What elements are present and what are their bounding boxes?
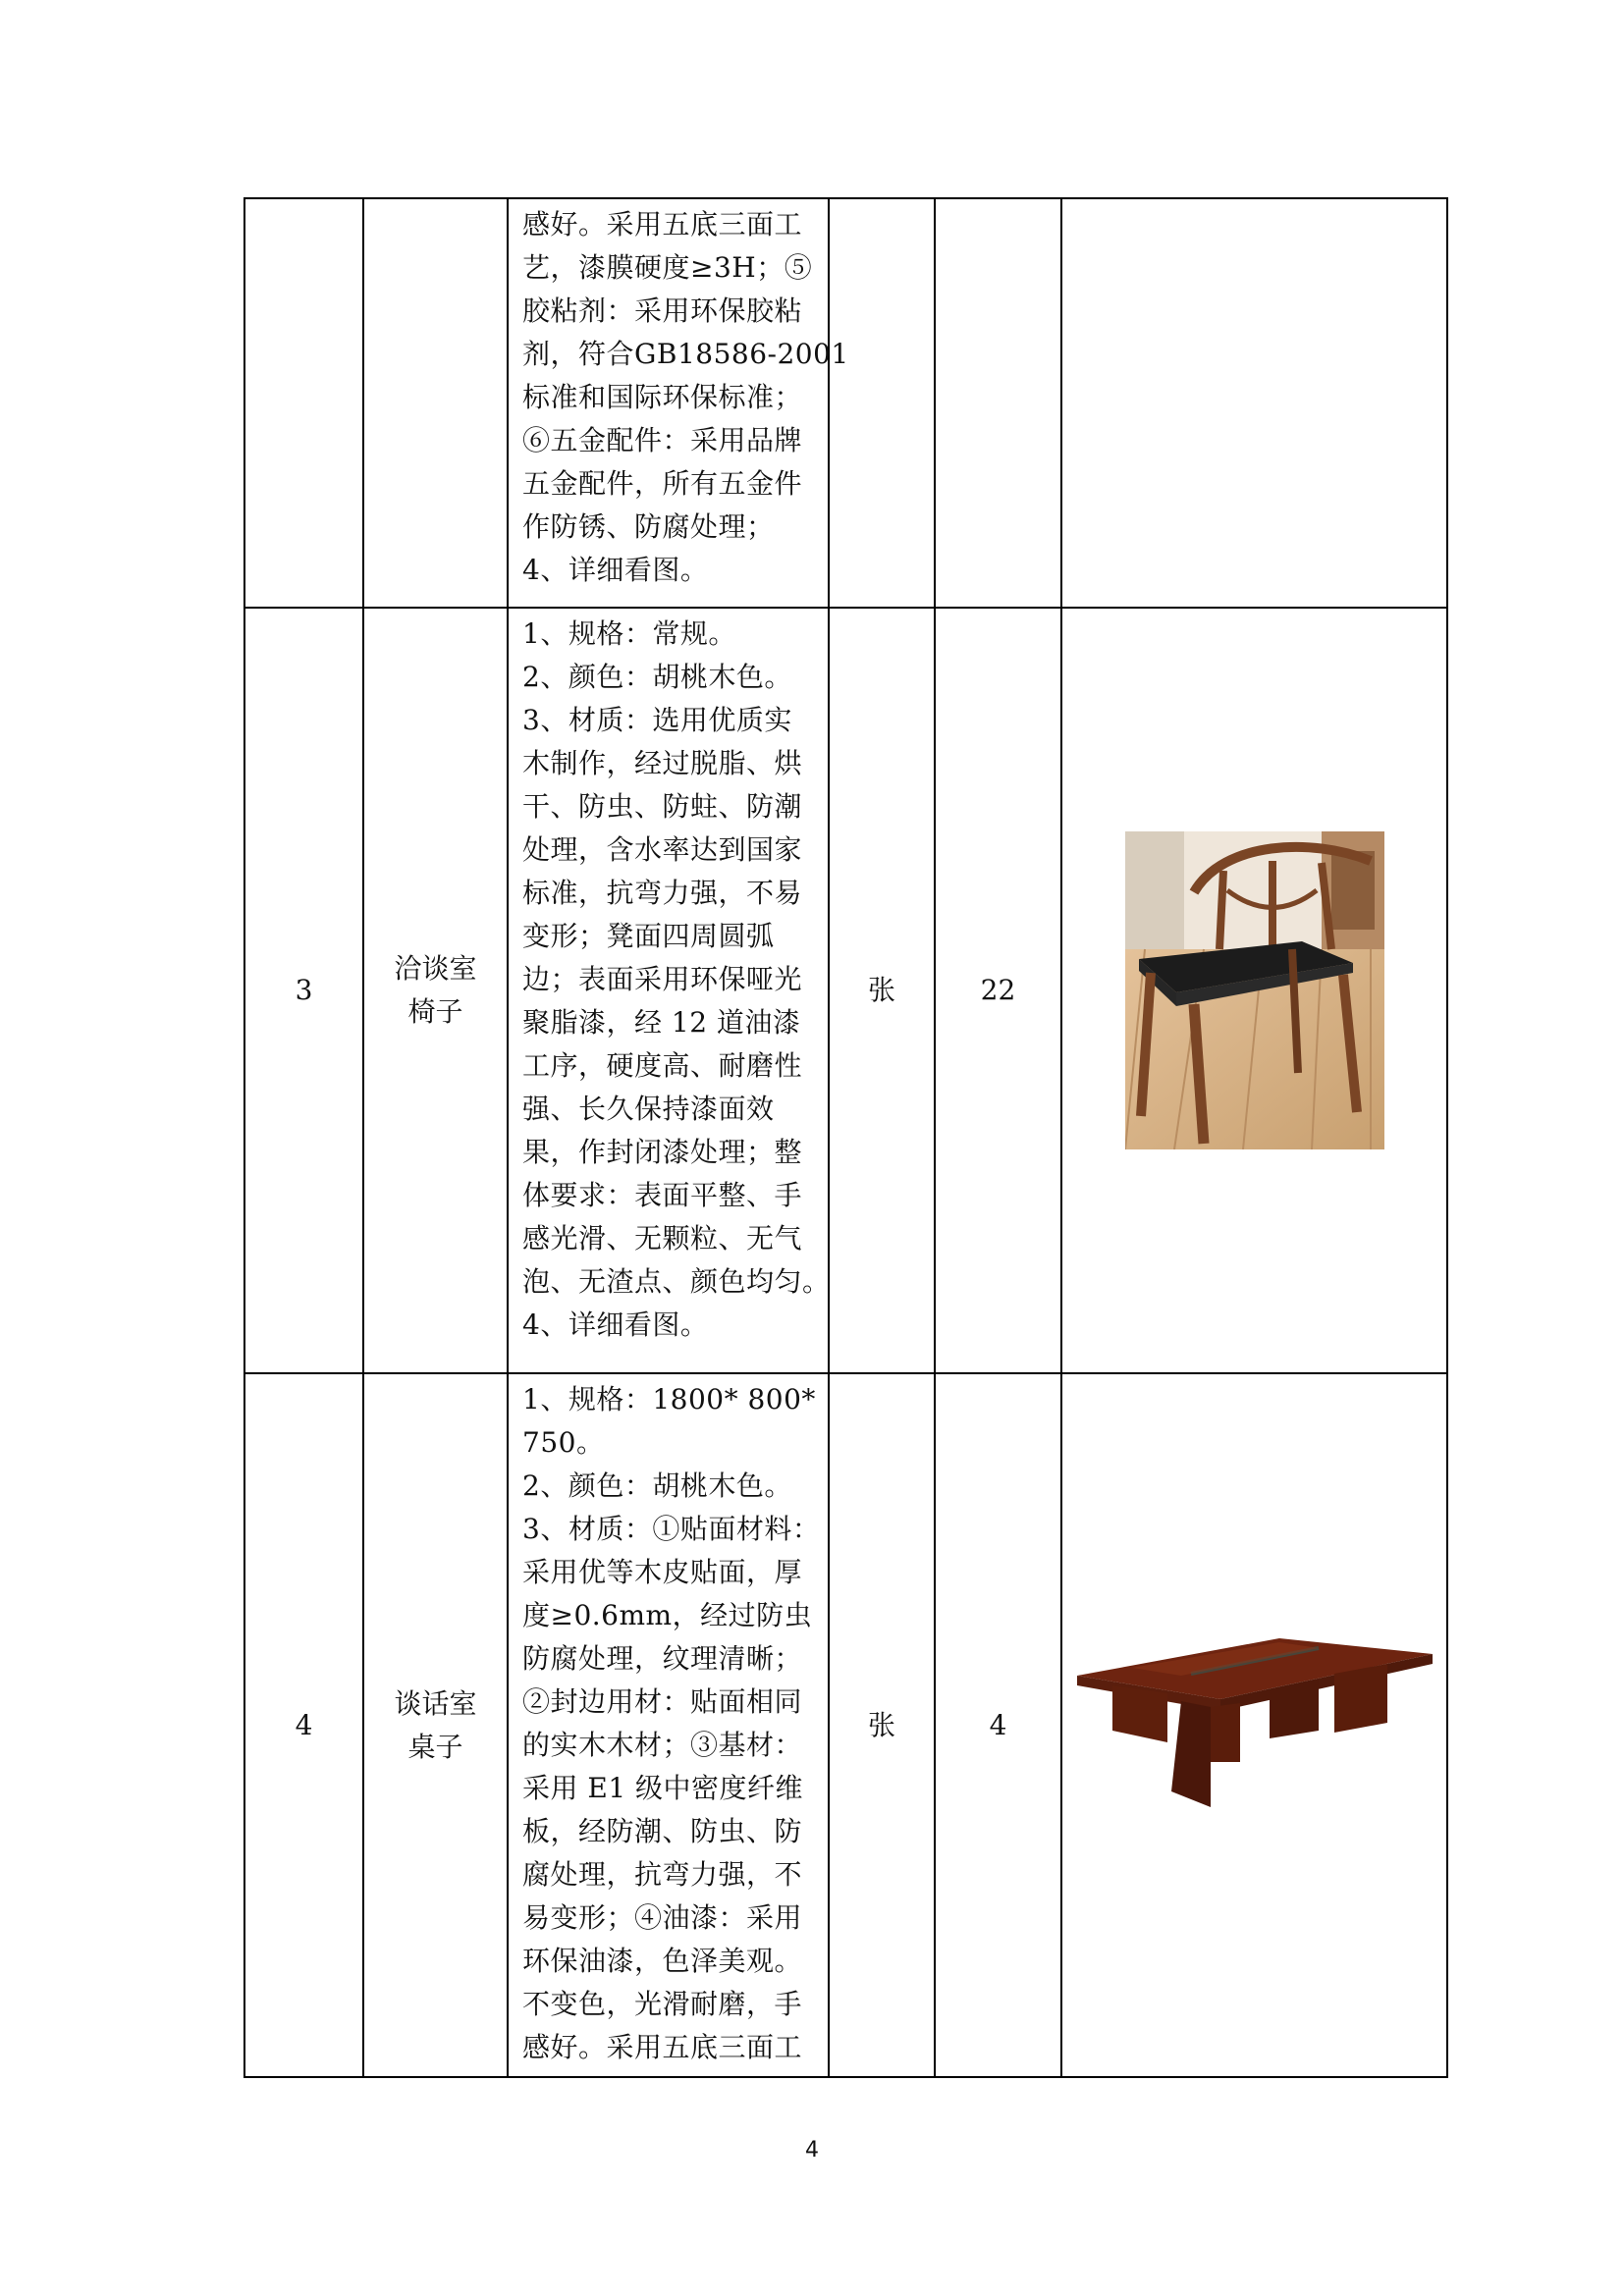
description-line: 干、防虫、防蛀、防潮: [522, 790, 803, 823]
page-number: 4: [805, 2138, 819, 2163]
description-line: 剂，符合GB18586-2001: [522, 338, 849, 370]
chair-photo: [1125, 831, 1384, 1149]
description-line: 4、详细看图。: [522, 1308, 709, 1341]
description-line: 不变色，光滑耐磨，手: [522, 1988, 803, 2020]
item-description-cell: [508, 198, 849, 608]
item-name-line: 椅子: [407, 995, 463, 1028]
description-line: 五金配件，所有五金件: [522, 467, 803, 500]
description-line: 强、长久保持漆面效: [522, 1093, 775, 1125]
item-name-line: 桌子: [407, 1730, 463, 1763]
description-line: 采用优等木皮贴面，厚: [522, 1556, 803, 1588]
description-line: 防腐处理，纹理清晰；: [522, 1642, 803, 1675]
description-line: 感好。采用五底三面工: [522, 208, 803, 240]
description-line: 2、颜色：胡桃木色。: [522, 661, 792, 693]
item-number-cell: [244, 198, 363, 608]
table-row: [244, 608, 1447, 1373]
description-line: 作防锈、防腐处理；: [522, 510, 775, 543]
item-name-line: 谈话室: [394, 1686, 477, 1720]
image-cell: [1061, 198, 1447, 608]
table-row: [244, 1373, 1447, 2077]
description-line: 变形；凳面四周圆弧: [522, 920, 775, 952]
quantity-cell: 22: [935, 608, 1061, 1373]
quantity-cell: 4: [935, 1373, 1061, 2077]
description-line: 工序，硬度高、耐磨性: [522, 1049, 803, 1082]
description-line: 果，作封闭漆处理；整: [522, 1136, 803, 1168]
item-name-cell: [363, 608, 508, 1373]
unit-cell: 张: [829, 608, 935, 1373]
description-line: 艺，漆膜硬度≥3H；⑤: [522, 251, 813, 284]
description-line: 聚脂漆，经 12 道油漆: [522, 1006, 801, 1039]
description-line: 度≥0.6mm，经过防虫: [522, 1599, 813, 1631]
description-line: 采用 E1 级中密度纤维: [522, 1772, 804, 1804]
description-line: 腐处理，抗弯力强，不: [522, 1858, 803, 1891]
description-line: 标准，抗弯力强，不易: [522, 877, 803, 909]
description-line: 的实木木材；③基材：: [522, 1729, 803, 1761]
description-line: 标准和国际环保标准；: [522, 381, 803, 413]
table-row: [244, 198, 1447, 608]
description-line: 4、详细看图。: [522, 554, 709, 586]
description-line: 边；表面采用环保哑光: [522, 963, 803, 995]
item-description-cell: [508, 1373, 829, 2077]
description-line: 3、材质：①贴面材料：: [522, 1513, 821, 1545]
description-line: 处理，含水率达到国家: [522, 833, 803, 866]
description-line: 1、规格：常规。: [522, 617, 736, 650]
description-line: 感好。采用五底三面工: [522, 2031, 803, 2063]
description-line: 胶粘剂：采用环保胶粘: [522, 294, 803, 327]
table-photo: [1073, 1634, 1436, 1817]
description-line: ⑥五金配件：采用品牌: [522, 424, 803, 456]
description-line: 环保油漆，色泽美观。: [522, 1945, 803, 1977]
description-line: ②封边用材：贴面相同: [522, 1685, 803, 1718]
description-line: 木制作，经过脱脂、烘: [522, 747, 803, 779]
item-number-cell: 3: [244, 608, 363, 1373]
item-description-cell: [508, 608, 829, 1373]
description-line: 2、颜色：胡桃木色。: [522, 1469, 792, 1502]
description-line: 泡、无渣点、颜色均匀。: [522, 1265, 831, 1298]
unit-cell: 张: [829, 1373, 935, 2077]
unit-cell: [829, 198, 935, 608]
item-number-cell: 4: [244, 1373, 363, 2077]
item-name-cell: [363, 198, 508, 608]
description-line: 板，经防潮、防虫、防: [522, 1815, 803, 1847]
description-line: 体要求：表面平整、手: [522, 1179, 803, 1211]
description-line: 易变形；④油漆：采用: [522, 1901, 803, 1934]
description-line: 750。: [522, 1426, 605, 1459]
description-line: 1、规格：1800* 800*: [522, 1383, 816, 1415]
image-cell: [1061, 1373, 1447, 2077]
quantity-cell: [935, 198, 1061, 608]
item-name-line: 洽谈室: [394, 952, 477, 985]
spec-table: [244, 197, 1448, 2078]
description-line: 感光滑、无颗粒、无气: [522, 1222, 803, 1255]
image-cell: [1061, 608, 1447, 1373]
item-name-cell: [363, 1373, 508, 2077]
description-line: 3、材质：选用优质实: [522, 704, 792, 736]
